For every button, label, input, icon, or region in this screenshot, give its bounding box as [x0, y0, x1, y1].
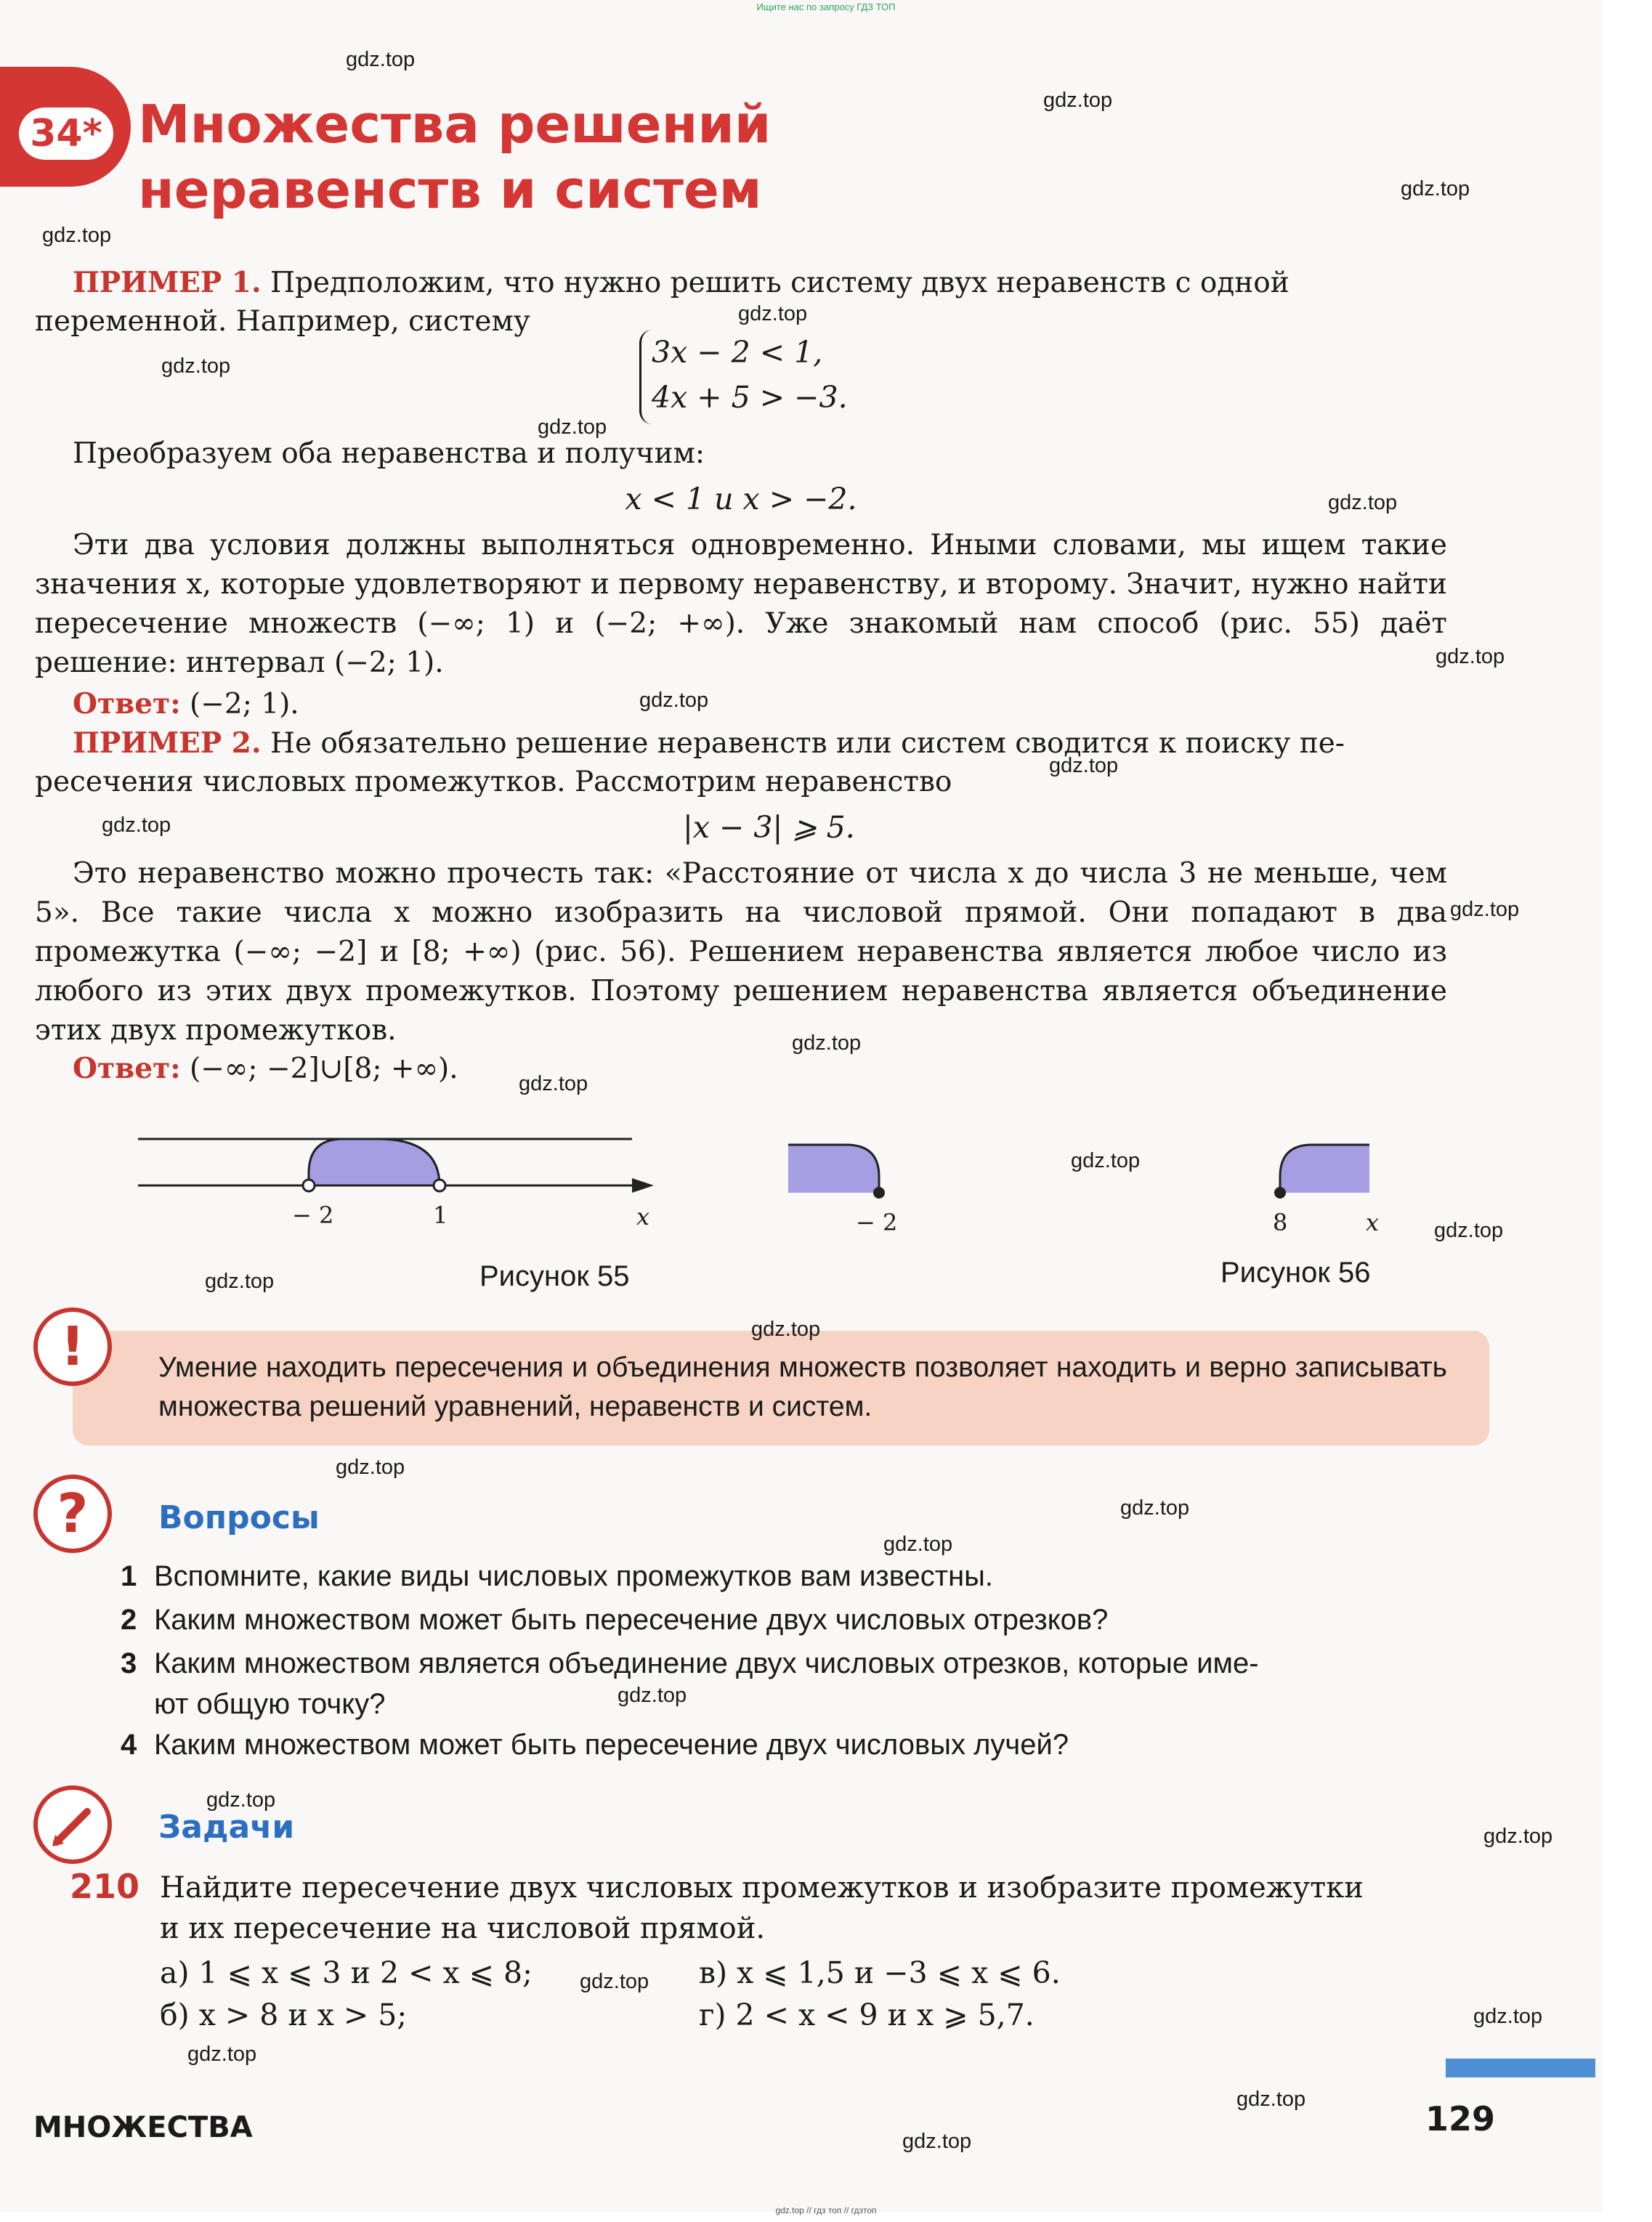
task-item-b: б) x > 8 и x > 5;: [160, 1998, 408, 2032]
callout-text: Умение находить пересечения и объединения множеств позволяет находить и верно записывать множества решений уравнений, неравенств и систем.: [158, 1352, 1447, 1422]
task-number: 210: [70, 1867, 140, 1906]
transform-text: Преобразуем оба неравенства и получим:: [73, 437, 705, 470]
watermark: gdz.top: [206, 1788, 276, 1812]
watermark: gdz.top: [738, 302, 808, 325]
example1-text1: Предположим, что нужно решить систему двух неравенств с одной: [270, 267, 1289, 299]
watermark: gdz.top: [1483, 1825, 1553, 1848]
footer-bar: [1446, 2059, 1595, 2077]
example1-line2: переменной. Например, систему: [35, 305, 530, 338]
watermark: gdz.top: [1236, 2088, 1306, 2111]
fig56-tick-minus-2: − 2: [856, 1209, 898, 1236]
example1-label: ПРИМЕР 1.: [73, 266, 262, 299]
example2-inequality: |x − 3| ⩾ 5.: [683, 810, 855, 845]
watermark: gdz.top: [751, 1318, 821, 1341]
watermark: gdz.top: [883, 1533, 953, 1556]
watermark: gdz.top: [1434, 1219, 1504, 1242]
chapter-title: МНОЖЕСТВА: [33, 2111, 253, 2144]
right-ray-shading: [1280, 1145, 1369, 1193]
watermark: gdz.top: [42, 224, 112, 247]
watermark: gdz.top: [1120, 1496, 1190, 1520]
watermark: gdz.top: [205, 1270, 275, 1293]
watermark: gdz.top: [902, 2130, 972, 2153]
example2-text1: Не обязательно решение неравенств или систем сводится к поиску пе-: [270, 727, 1345, 760]
page-number: 129: [1425, 2099, 1496, 2138]
watermark: gdz.top: [1049, 754, 1119, 777]
task-item-g: г) 2 < x < 9 и x ⩾ 5,7.: [699, 1998, 1034, 2032]
question-2-number: 2: [121, 1604, 137, 1636]
answer-label: Ответ:: [73, 1052, 181, 1085]
tasks-heading: Задачи: [158, 1809, 295, 1846]
fig56-axis-label: x: [1366, 1209, 1380, 1236]
question-4-number: 4: [121, 1729, 137, 1761]
watermark: gdz.top: [1436, 645, 1505, 668]
task-text-1: Найдите пересечение двух числовых промежутков и изобразите промежутки: [160, 1871, 1364, 1905]
closed-point-minus-2: [873, 1187, 885, 1199]
top-note: Ищите нас по запросу ГДЗ ТОП: [756, 1, 896, 12]
watermark: gdz.top: [1473, 2005, 1543, 2028]
watermark: gdz.top: [639, 689, 709, 712]
exclamation-glyph: !: [60, 1315, 85, 1378]
watermark: gdz.top: [1450, 898, 1520, 921]
fig55-tick-minus-2: − 2: [292, 1201, 334, 1229]
pencil-glyph: [48, 1800, 99, 1851]
figure-56-caption: Рисунок 56: [1220, 1257, 1371, 1289]
watermark: gdz.top: [792, 1031, 862, 1055]
question-3-text: Каким множеством является объединение двух числовых отрезков, которые име-: [154, 1647, 1259, 1679]
title-line-2: неравенств и систем: [138, 159, 762, 220]
figure-55-caption: Рисунок 55: [479, 1260, 630, 1292]
bottom-note: gdz.top // гдз топ // гдзтоп: [775, 2205, 877, 2215]
watermark: gdz.top: [102, 814, 171, 837]
questions-heading: Вопросы: [158, 1499, 320, 1536]
watermark: gdz.top: [161, 354, 231, 378]
system-eq-2: 4x + 5 > −3.: [652, 380, 848, 415]
watermark: gdz.top: [187, 2043, 257, 2066]
section-number: 34*: [19, 108, 113, 160]
watermark: gdz.top: [580, 1970, 649, 1993]
fig55-axis-label: x: [636, 1203, 650, 1230]
example1-line1: [73, 263, 1289, 303]
example2-line2: ресечения числовых промежутков. Рассмотрим неравенство: [35, 766, 952, 798]
example1-answer: [73, 684, 299, 724]
figure-55: [131, 1119, 683, 1249]
question-2-text: Каким множеством может быть пересечение двух числовых отрезков?: [154, 1604, 1109, 1636]
question-3-text-cont: ют общую точку?: [154, 1688, 386, 1720]
question-glyph: ?: [57, 1483, 89, 1545]
watermark: gdz.top: [1328, 491, 1398, 514]
fig56-tick-8: 8: [1273, 1209, 1288, 1236]
watermark: gdz.top: [336, 1456, 405, 1479]
title-line-1: Множества решений: [138, 94, 772, 155]
question-1-number: 1: [121, 1560, 137, 1592]
left-ray-shading: [788, 1145, 879, 1193]
system-eq-1: 3x − 2 < 1,: [652, 335, 823, 370]
watermark: gdz.top: [1071, 1149, 1141, 1172]
page-title: [138, 92, 771, 222]
task-text-2: и их пересечение на числовой прямой.: [160, 1912, 766, 1945]
watermark: gdz.top: [538, 415, 607, 439]
watermark: gdz.top: [1401, 177, 1470, 200]
question-4-text: Каким множеством может быть пересечение двух числовых лучей?: [154, 1729, 1069, 1761]
example2-label: ПРИМЕР 2.: [73, 726, 262, 760]
answer-value: (−∞; −2]∪[8; +∞).: [190, 1053, 458, 1085]
watermark: gdz.top: [519, 1072, 588, 1095]
transform-result: x < 1 и x > −2.: [625, 482, 857, 516]
answer-value: (−2; 1).: [190, 688, 299, 721]
intersection-shading: [309, 1139, 440, 1185]
open-point-minus-2: [303, 1180, 315, 1191]
example1-paragraph: Эти два условия должны выполняться одновременно. Иными словами, мы ищем такие значения x, которые удовлетворяют и первому неравенству, и второму. Значит, нужно найти пересечение множеств (−∞; 1) и (−2; +∞). Уже знакомый нам способ (рис. 55) даёт решение: интервал (−2; 1).: [35, 529, 1447, 679]
arrow-head: [632, 1178, 654, 1193]
fig55-tick-1: 1: [433, 1201, 448, 1229]
task-item-a: а) 1 ⩽ x ⩽ 3 и 2 < x ⩽ 8;: [160, 1955, 533, 1990]
example2-paragraph: Это неравенство можно прочесть так: «Расстояние от числа x до числа 3 не меньше, чем 5». Все такие числа x можно изобразить на числовой прямой. Они попадают в два промежутка (−∞; −2] и [8; +∞) (рис. 56). Решением неравенства является любое число из любого из этих двух промежутков. Поэтому решением неравенства является объединение этих двух промежутков.: [35, 857, 1447, 1047]
watermark: gdz.top: [346, 48, 416, 71]
example2-answer: [73, 1049, 458, 1089]
open-point-1: [434, 1180, 445, 1191]
watermark: gdz.top: [618, 1684, 687, 1707]
closed-point-8: [1274, 1187, 1286, 1199]
question-3-number: 3: [121, 1647, 137, 1679]
task-item-v: в) x ⩽ 1,5 и −3 ⩽ x ⩽ 6.: [699, 1955, 1061, 1990]
answer-label: Ответ:: [73, 687, 181, 721]
watermark: gdz.top: [1043, 89, 1113, 112]
equation-system: [639, 330, 870, 424]
example2-line1: [73, 723, 1345, 763]
question-1-text: Вспомните, какие виды числовых промежутков вам известны.: [154, 1560, 994, 1592]
